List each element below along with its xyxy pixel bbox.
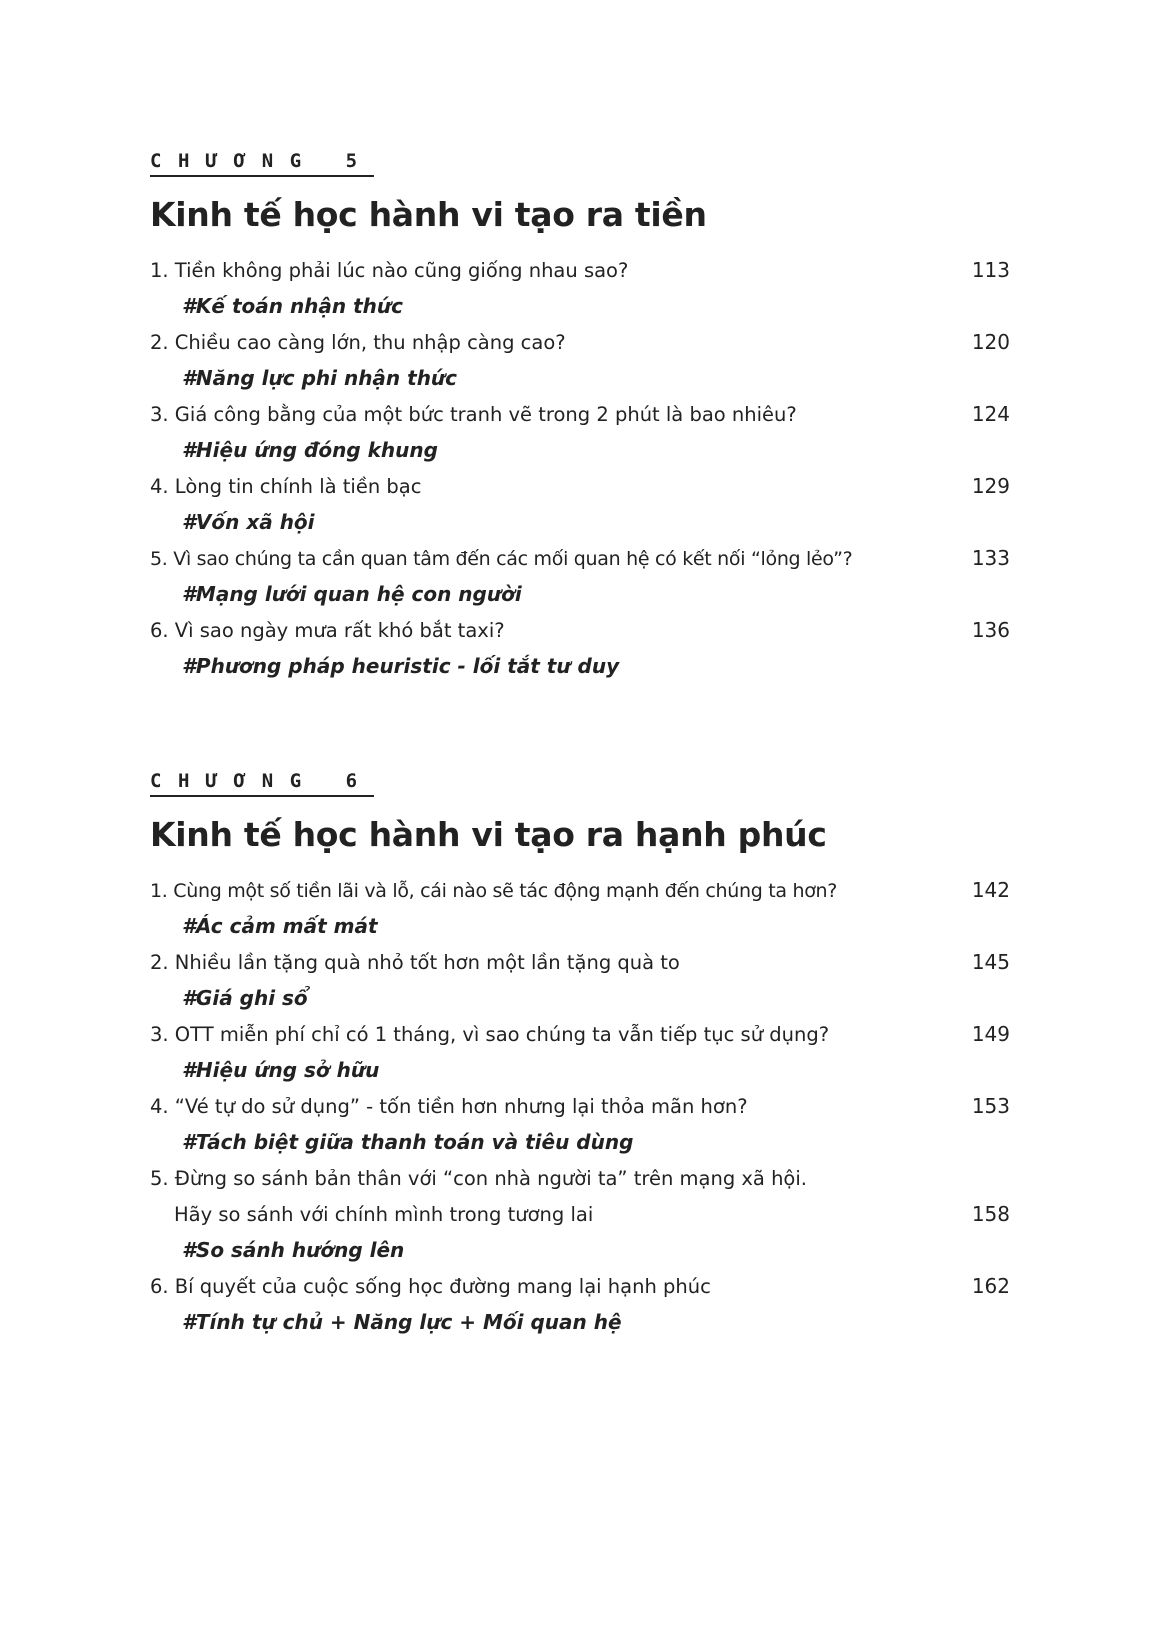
toc-entry[interactable]	[150, 1268, 1010, 1340]
chapter-title: Kinh tế học hành vi tạo ra hạnh phúc	[150, 815, 827, 854]
entry-tag: #Hiệu ứng đóng khung	[182, 438, 438, 462]
entry-page-number: 133	[971, 546, 1010, 570]
entry-title: 6. Vì sao ngày mưa rất khó bắt taxi?	[150, 619, 505, 642]
entry-tag: #Hiệu ứng sở hữu	[182, 1058, 380, 1082]
entry-tag: #Phương pháp heuristic - lối tắt tư duy	[182, 654, 620, 678]
entry-page-number: 129	[971, 474, 1010, 498]
entry-tag: #Giá ghi sổ	[182, 986, 308, 1010]
entry-page-number: 142	[971, 878, 1010, 902]
entry-title: 1. Cùng một số tiền lãi và lỗ, cái nào sẽ tác động mạnh đến chúng ta hơn?	[150, 880, 838, 902]
chapter-6-section	[150, 770, 1010, 1340]
entry-tag: #Tính tự chủ + Năng lực + Mối quan hệ	[182, 1310, 622, 1334]
entry-page-number: 158	[971, 1202, 1010, 1226]
toc-entry[interactable]	[150, 944, 1010, 1016]
entry-title: 5. Vì sao chúng ta cần quan tâm đến các mối quan hệ có kết nối “lỏng lẻo”?	[150, 548, 853, 570]
entry-page-number: 113	[971, 258, 1010, 282]
toc-entry[interactable]	[150, 1088, 1010, 1160]
entry-page-number: 120	[971, 330, 1010, 354]
entry-tag: #Ác cảm mất mát	[182, 914, 378, 938]
toc-entry[interactable]	[150, 872, 1010, 944]
entry-page-number: 124	[971, 402, 1010, 426]
entry-title-continued: Hãy so sánh với chính mình trong tương lai	[174, 1203, 594, 1226]
entry-title: 2. Chiều cao càng lớn, thu nhập càng cao?	[150, 331, 566, 354]
entry-page-number: 145	[971, 950, 1010, 974]
entry-title: 5. Đừng so sánh bản thân với “con nhà người ta” trên mạng xã hội.	[150, 1167, 807, 1190]
toc-entry[interactable]	[150, 468, 1010, 540]
chapter-label: CHƯƠNG 6	[150, 770, 374, 797]
entry-title: 4. “Vé tự do sử dụng” - tốn tiền hơn nhưng lại thỏa mãn hơn?	[150, 1095, 748, 1118]
toc-entry[interactable]	[150, 1160, 1010, 1268]
toc-list	[150, 872, 1010, 1340]
entry-tag: #So sánh hướng lên	[182, 1238, 405, 1262]
entry-title: 6. Bí quyết của cuộc sống học đường mang lại hạnh phúc	[150, 1275, 711, 1298]
entry-title: 3. Giá công bằng của một bức tranh vẽ trong 2 phút là bao nhiêu?	[150, 403, 797, 426]
entry-tag: #Năng lực phi nhận thức	[182, 366, 458, 390]
entry-tag: #Vốn xã hội	[182, 510, 315, 534]
entry-title: 3. OTT miễn phí chỉ có 1 tháng, vì sao chúng ta vẫn tiếp tục sử dụng?	[150, 1023, 830, 1046]
entry-tag: #Mạng lưới quan hệ con người	[182, 582, 522, 606]
entry-page-number: 153	[971, 1094, 1010, 1118]
toc-entry[interactable]	[150, 396, 1010, 468]
chapter-label: CHƯƠNG 5	[150, 150, 374, 177]
toc-entry[interactable]	[150, 252, 1010, 324]
entry-title: 2. Nhiều lần tặng quà nhỏ tốt hơn một lần tặng quà to	[150, 951, 680, 974]
chapter-title: Kinh tế học hành vi tạo ra tiền	[150, 195, 707, 234]
toc-entry[interactable]	[150, 324, 1010, 396]
entry-title: 4. Lòng tin chính là tiền bạc	[150, 475, 422, 498]
toc-list	[150, 252, 1010, 684]
toc-entry[interactable]	[150, 540, 1010, 612]
entry-page-number: 149	[971, 1022, 1010, 1046]
entry-title: 1. Tiền không phải lúc nào cũng giống nhau sao?	[150, 259, 629, 282]
entry-tag: #Tách biệt giữa thanh toán và tiêu dùng	[182, 1130, 634, 1154]
entry-tag: #Kế toán nhận thức	[182, 294, 404, 318]
toc-entry[interactable]	[150, 1016, 1010, 1088]
entry-page-number: 162	[971, 1274, 1010, 1298]
entry-page-number: 136	[971, 618, 1010, 642]
chapter-5-section	[150, 150, 1010, 684]
toc-entry[interactable]	[150, 612, 1010, 684]
